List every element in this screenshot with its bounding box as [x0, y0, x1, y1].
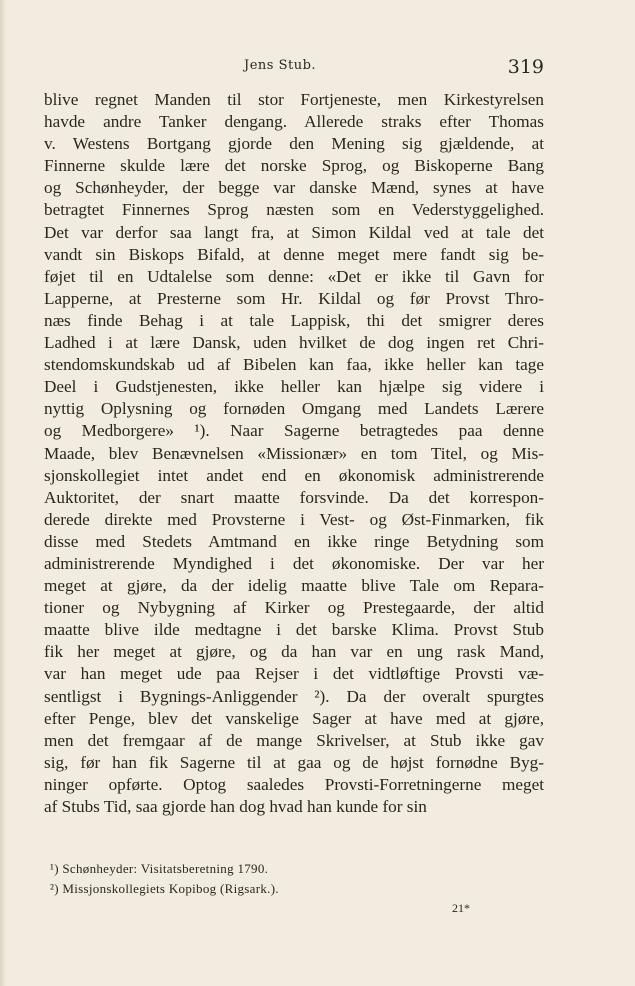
text-line: nyttig Oplysning og fornøden Omgang med Landets Lærere [44, 399, 544, 419]
text-line: Lapperne, at Presterne som Hr. Kildal og før Provst Thro- [44, 288, 544, 308]
page-header [44, 52, 544, 82]
text-line: disse med Stedets Amtmand en ikke ringe Betydning som [44, 531, 544, 551]
text-line: havde andre Tanker dengang. Allerede straks efter Thomas [44, 112, 544, 132]
running-head: Jens Stub. [244, 58, 317, 73]
text-line: og Medborgere» ¹). Naar Sagerne betragtedes paa denne [44, 421, 544, 441]
text-line: Deel i Gudstjenesten, ikke heller kan hjælpe sig videre i [44, 377, 544, 397]
text-line: derede direkte med Provsterne i Vest- og Øst-Finmarken, fik [44, 509, 544, 529]
text-line: efter Penge, blev det vanskelige Sager at have med at gjøre, [44, 708, 544, 728]
text-line: og Schønheyder, der begge var danske Mænd, synes at have [44, 178, 544, 198]
text-line: blive regnet Manden til stor Fortjeneste, men Kirkestyrelsen [44, 90, 544, 109]
footnotes [50, 859, 544, 899]
text-line: Maade, blev Benævnelsen «Missionær» en tom Titel, og Mis- [44, 443, 544, 463]
text-line: føjet til en Udtalelse som denne: «Det er ikke til Gavn for [44, 266, 544, 286]
text-line: meget at gjøre, da der idelig maatte blive Tale om Repara- [44, 576, 544, 596]
text-line: vandt sin Biskops Bifald, at denne meget mere fandt sig be- [44, 244, 544, 264]
text-line: næs finde Behag i at tale Lappisk, thi det smigrer deres [44, 310, 544, 330]
text-line: ninger opførte. Optog saaledes Provsti-Forretningerne meget [44, 774, 544, 794]
text-line: fik her meget at gjøre, og da han var en ung rask Mand, [44, 642, 544, 662]
text-line: administrerende Myndighed i det økonomiske. Der var her [44, 553, 544, 573]
text-line: tioner og Nybygning af Kirker og Prestegaarde, der altid [44, 598, 544, 618]
text-line: sig, før han fik Sagerne til at gaa og de højst fornødne Byg- [44, 752, 544, 772]
text-line: sjonskollegiet intet andet end en økonomisk administrerende [44, 465, 544, 485]
signature-mark: 21* [452, 901, 470, 915]
text-line: v. Westens Bortgang gjorde den Mening sig gjældende, at [44, 134, 544, 154]
page-edge [0, 0, 6, 986]
text-line: sentligst i Bygnings-Anliggender ²). Da der overalt spurgtes [44, 686, 544, 706]
text-line: af Stubs Tid, saa gjorde han dog hvad han kunde for sin [44, 797, 427, 816]
text-line: stendomskundskab ud af Bibelen kan faa, ikke heller kan tage [44, 355, 544, 375]
page-number: 319 [507, 56, 544, 78]
text-line: men det fremgaar af de mange Skrivelser, at Stub ikke gav [44, 730, 544, 750]
text-line: Det var derfor saa langt fra, at Simon Kildal ved at tale det [44, 222, 544, 242]
footnote-2: ²) Missjonskollegiets Kopibog (Rigsark.). [50, 881, 279, 896]
text-line: var han meget ude paa Rejser i det vidtløftige Provsti væ- [44, 664, 544, 684]
footnote-1: ¹) Schønheyder: Visitatsberetning 1790. [50, 861, 269, 876]
text-line: betragtet Finnernes Sprog næsten som en Vederstyggelighed. [44, 200, 544, 220]
text-line: Ladhed i at lære Dansk, uden hvilket de dog ingen ret Chri- [44, 333, 544, 353]
text-line: Auktoritet, der snart maatte forsvinde. Da det korrespon- [44, 487, 544, 507]
text-line: Finnerne skulde lære det norske Sprog, og Biskoperne Bang [44, 156, 544, 176]
body-text [44, 89, 544, 818]
text-line: maatte blive ilde medtagne i det barske Klima. Provst Stub [44, 620, 544, 640]
